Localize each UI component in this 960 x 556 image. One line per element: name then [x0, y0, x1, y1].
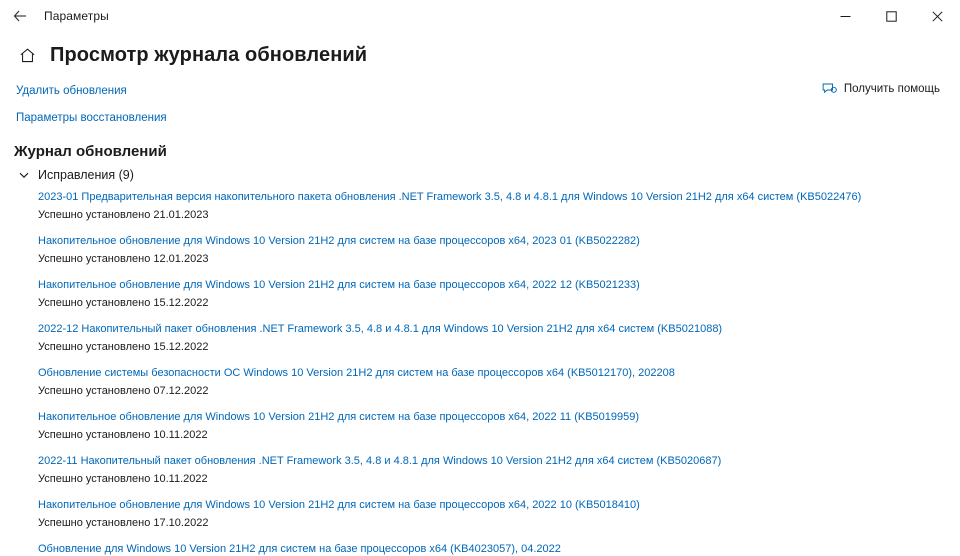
history-section-title: Журнал обновлений: [14, 143, 167, 160]
list-item: [0, 454, 960, 486]
list-item: [0, 234, 960, 266]
home-icon: [16, 45, 38, 67]
list-item: [0, 498, 960, 530]
list-item: [0, 542, 960, 556]
update-status: Успешно установлено 07.12.2022: [38, 385, 209, 397]
update-title-link[interactable]: Обновление системы безопасности ОС Windows 10 Version 21H2 для систем на базе процессоров x64 (KB5012170), 202208: [38, 367, 675, 379]
update-title-link[interactable]: Обновление для Windows 10 Version 21H2 для систем на базе процессоров x64 (KB4023057), 04.2022: [38, 543, 561, 555]
update-status: Успешно установлено 10.11.2022: [38, 429, 208, 441]
list-item: [0, 410, 960, 442]
list-item: [0, 278, 960, 310]
minimize-button[interactable]: [822, 0, 868, 32]
list-item: [0, 366, 960, 398]
page-header: [0, 32, 960, 67]
get-help-label: Получить помощь: [843, 82, 940, 95]
list-item: [0, 190, 960, 222]
update-title-link[interactable]: 2022-11 Накопительный пакет обновления .NET Framework 3.5, 4.8 и 4.8.1 для Windows 10 Version 21H2 для x64 систем (KB5020687): [38, 455, 722, 467]
links-area: [0, 67, 960, 135]
update-status: Успешно установлено 10.11.2022: [38, 473, 208, 485]
app-title: Параметры: [44, 9, 109, 23]
update-status: Успешно установлено 17.10.2022: [38, 517, 209, 529]
uninstall-updates-link[interactable]: Удалить обновления: [16, 85, 127, 97]
get-help-block[interactable]: [822, 81, 940, 96]
caption-buttons: [822, 0, 960, 32]
list-item: [0, 322, 960, 354]
update-title-link[interactable]: Накопительное обновление для Windows 10 Version 21H2 для систем на базе процессоров x64, 2022 10 (KB5018410): [38, 499, 640, 511]
update-title-link[interactable]: Накопительное обновление для Windows 10 Version 21H2 для систем на базе процессоров x64, 2023 01 (KB5022282): [38, 235, 640, 247]
recovery-options-link[interactable]: Параметры восстановления: [16, 112, 167, 124]
page-title: Просмотр журнала обновлений: [50, 44, 368, 66]
update-title-link[interactable]: Накопительное обновление для Windows 10 Version 21H2 для систем на базе процессоров x64, 2022 12 (KB5021233): [38, 279, 640, 291]
chevron-down-icon[interactable]: [18, 169, 30, 181]
fixes-group-label: Исправления (9): [38, 168, 134, 182]
update-list: [0, 184, 960, 556]
help-question-icon: [822, 81, 837, 96]
update-status: Успешно установлено 12.01.2023: [38, 253, 209, 265]
update-status: Успешно установлено 15.12.2022: [38, 341, 209, 353]
maximize-button[interactable]: [868, 0, 914, 32]
update-title-link[interactable]: 2022-12 Накопительный пакет обновления .NET Framework 3.5, 4.8 и 4.8.1 для Windows 10 Version 21H2 для x64 систем (KB5021088): [38, 323, 723, 335]
title-bar: [0, 0, 960, 32]
update-title-link[interactable]: 2023-01 Предварительная версия накопительного пакета обновления .NET Framework 3.5, 4.8 и 4.8.1 для Windows 10 Version 21H2 для x64 систем (KB5022476): [38, 191, 862, 203]
update-title-link[interactable]: Накопительное обновление для Windows 10 Version 21H2 для систем на базе процессоров x64, 2022 11 (KB5019959): [38, 411, 640, 423]
close-button[interactable]: [914, 0, 960, 32]
fixes-group-header[interactable]: [0, 160, 960, 184]
update-status: Успешно установлено 21.01.2023: [38, 209, 209, 221]
back-button[interactable]: [0, 0, 40, 32]
update-status: Успешно установлено 15.12.2022: [38, 297, 209, 309]
